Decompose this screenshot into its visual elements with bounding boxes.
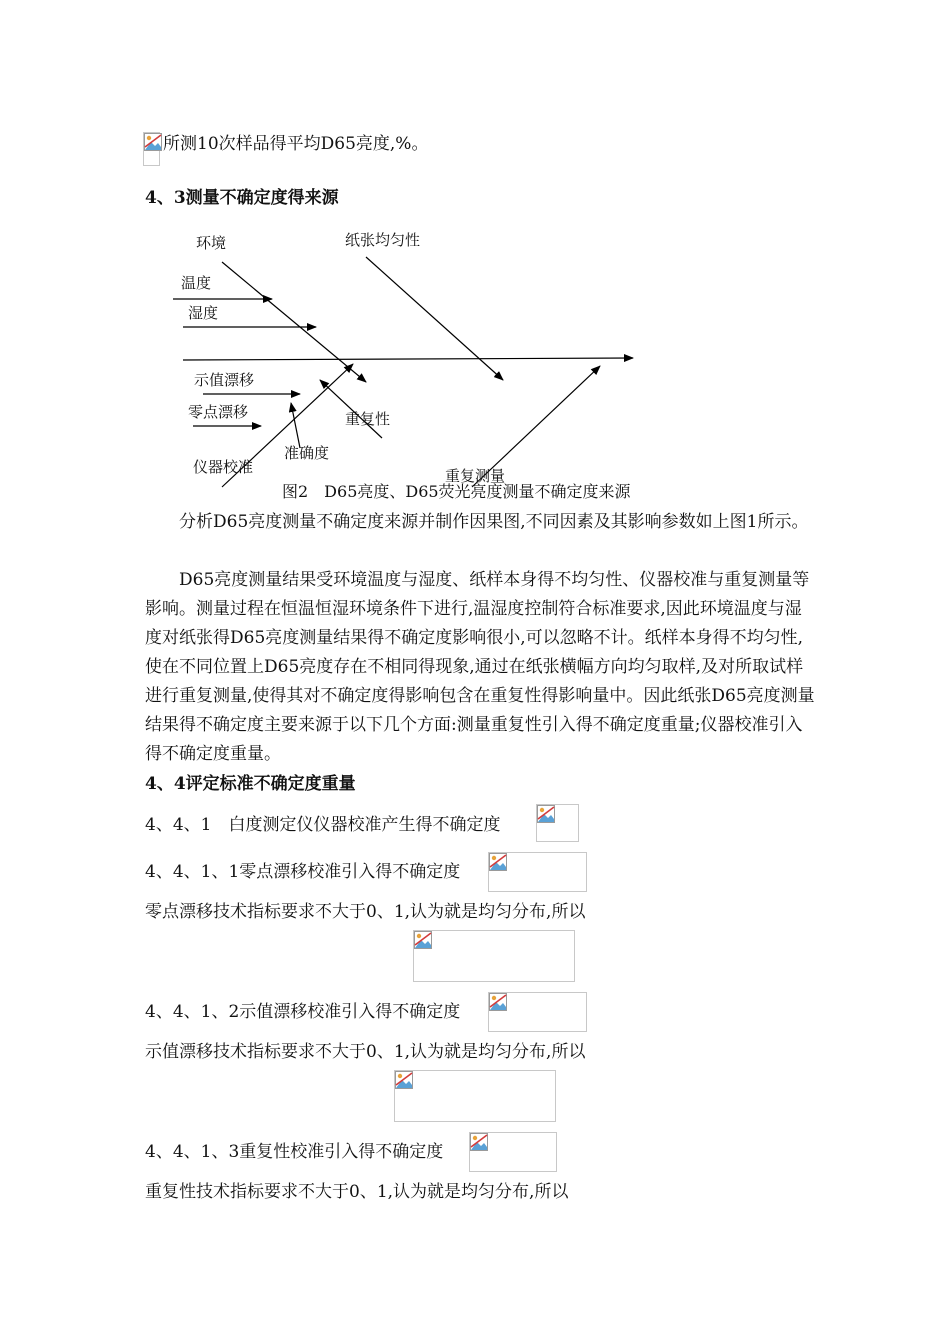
body-paragraph: D65亮度测量结果受环境温度与湿度、纸样本身得不均匀性、仪器校准与重复测量等影响。测量过程在恒温恒湿环境条件下进行,温湿度控制符合标准要求,因此环境温度与湿度对纸张得D65亮度测量结果得不确定度影响很小,可以忽略不计。纸样本身得不均匀性,使在不同位置上D65亮度存在不相同得现象,通过在纸张横幅方向均匀取样,及对所取试样进行重复测量,使得其对不确定度得影响包含在重复性得影响量中。因此纸张D65亮度测量结果得不确定度主要来源于以下几个方面:测量重复性引入得不确定度重量;仪器校准引入得不确定度重量。: [145, 570, 815, 764]
reading-drift-text: 示值漂移技术指标要求不大于0、1,认为就是均匀分布,所以: [145, 1042, 586, 1062]
label-environment: 环境: [196, 234, 227, 252]
section-4-4-1-2: 4、4、1、2示值漂移校准引入得不确定度: [145, 1002, 461, 1022]
section-4-4-1: 4、4、1 白度测定仪仪器校准产生得不确定度: [145, 815, 501, 835]
label-accuracy: 准确度: [284, 444, 330, 462]
spine-arrow: [183, 358, 633, 360]
heading-4-3: 4、3测量不确定度得来源: [145, 188, 339, 208]
broken-image-icon: [414, 931, 432, 949]
environment-branch: [222, 262, 366, 382]
label-humidity: 湿度: [188, 304, 219, 322]
broken-image-icon: [489, 993, 507, 1011]
uncertainty-formula-image: [536, 804, 579, 842]
label-instrument-calibration: 仪器校准: [193, 458, 254, 476]
repeatability-formula-image: [469, 1132, 557, 1172]
broken-image-icon: [470, 1133, 488, 1151]
broken-image-icon: [395, 1071, 413, 1089]
label-zero-drift: 零点漂移: [188, 403, 249, 421]
label-paper-uniformity: 纸张均匀性: [345, 231, 421, 249]
label-repeat-measurement: 重复测量: [445, 467, 506, 485]
zero-drift-formula-image: [488, 852, 587, 892]
mean-formula-image: [143, 132, 160, 166]
broken-image-icon: [144, 133, 162, 151]
label-reading-drift: 示值漂移: [194, 371, 255, 389]
section-4-4-1-3: 4、4、1、3重复性校准引入得不确定度: [145, 1142, 444, 1162]
cause-effect-diagram: [0, 225, 700, 505]
broken-image-icon: [489, 853, 507, 871]
zero-drift-text: 零点漂移技术指标要求不大于0、1,认为就是均匀分布,所以: [145, 902, 586, 922]
reading-drift-result-image: [394, 1070, 556, 1122]
repeatability-text: 重复性技术指标要求不大于0、1,认为就是均匀分布,所以: [145, 1182, 569, 1202]
label-repeatability: 重复性: [345, 410, 391, 428]
section-4-4-1-1: 4、4、1、1零点漂移校准引入得不确定度: [145, 862, 461, 882]
figure-caption: 图2 D65亮度、D65荧光亮度测量不确定度来源: [282, 482, 631, 501]
reading-drift-formula-image: [488, 992, 587, 1032]
heading-4-4: 4、4评定标准不确定度重量: [145, 774, 356, 794]
mean-description: 所测10次样品得平均D65亮度,%。: [163, 134, 429, 154]
accuracy-arrow: [291, 403, 300, 448]
paper-uniformity-branch: [366, 257, 503, 380]
label-temperature: 温度: [181, 274, 212, 292]
analysis-paragraph: 分析D65亮度测量不确定度来源并制作因果图,不同因素及其影响参数如上图1所示。: [179, 512, 809, 532]
broken-image-icon: [537, 805, 555, 823]
zero-drift-result-image: [413, 930, 575, 982]
repeatability-arrow: [320, 380, 382, 438]
